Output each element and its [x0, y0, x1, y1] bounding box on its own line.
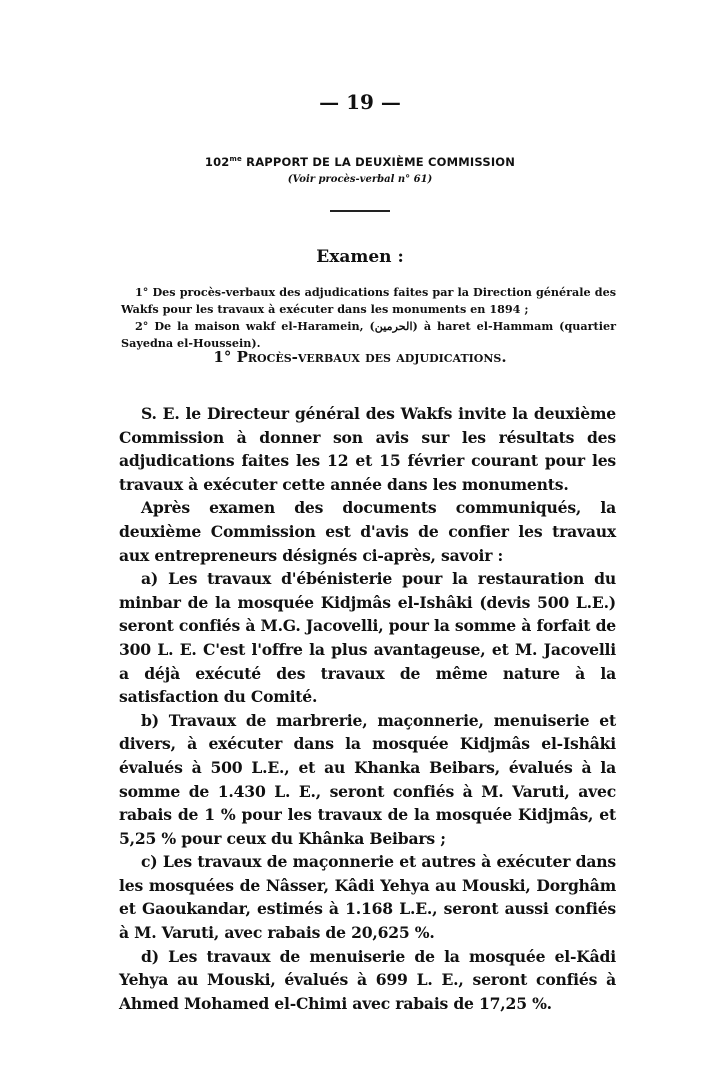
report-subtitle: (Voir procès-verbal n° 61) [287, 174, 433, 185]
section-heading: 1° Procès-verbaux des adjudications. [213, 348, 507, 366]
report-number-suffix: me [229, 155, 242, 164]
examen-item: 1° Des procès-verbaux des adjudications faites par la Direction générale des Wakfs pour les travaux à exécuter dans les monuments en 1894 ; [121, 285, 616, 316]
report-title-text: RAPPORT DE LA DEUXIÈME COMMISSION [241, 155, 516, 169]
paragraph: c) Les travaux de maçonnerie et autres à exécuter dans les mosquées de Nâsser, Kâdi Yehya au Mouski, Dorghâm et Gaoukandar, estimés à 1.168 L.E., seront aussi confiés à M. Varuti, avec rabais de 20,625 %. [119, 852, 616, 943]
report-title [0, 155, 720, 169]
paragraph: d) Les travaux de menuiserie de la mosquée el-Kâdi Yehya au Mouski, évalués à 699 L. E., seront confiés à Ahmed Mohamed el-Chimi avec rabais de 17,25 %. [119, 946, 616, 1013]
paragraph: S. E. le Directeur général des Wakfs invite la deuxième Commission à donner son avis sur les résultats des adjudications faites les 12 et 15 février courant pour les travaux à exécuter cette année dans les monuments. [119, 404, 616, 494]
divider [330, 210, 390, 212]
page-number: — 19 — [319, 90, 401, 114]
examen-items [121, 284, 616, 352]
paragraph: b) Travaux de marbrerie, maçonnerie, menuiserie et divers, à exécuter dans la mosquée Kidjmâs el-Ishâki évalués à 500 L.E., et au Khanka Beibars, évalués à la somme de 1.430 L. E., seront confiés à M. Varuti, avec rabais de 1 % pour les travaux de la mosquée Kidjmâs, et 5,25 % pour ceux du Khânka Beibars ; [119, 710, 616, 848]
examen-heading: Examen : [316, 247, 404, 267]
body-text [119, 402, 616, 1015]
paragraph: a) Les travaux d'ébénisterie pour la restauration du minbar de la mosquée Kidjmâs el-Ishâki (devis 500 L.E.) seront confiés à M.G. Jacovelli, pour la somme à forfait de 300 L. E. C'est l'offre la plus avantageuse, et M. Jacovelli a déjà exécuté des travaux de même nature à la satisfaction du Comité. [119, 569, 616, 707]
report-number: 102 [204, 155, 230, 169]
paragraph: Après examen des documents communiqués, la deuxième Commission est d'avis de confier les travaux aux entrepreneurs désignés ci-après, savoir : [119, 498, 616, 565]
examen-item: 2° De la maison wakf el-Haramein, (الحرمين) à haret el-Hammam (quartier Sayedna el-Houssein). [121, 319, 616, 350]
